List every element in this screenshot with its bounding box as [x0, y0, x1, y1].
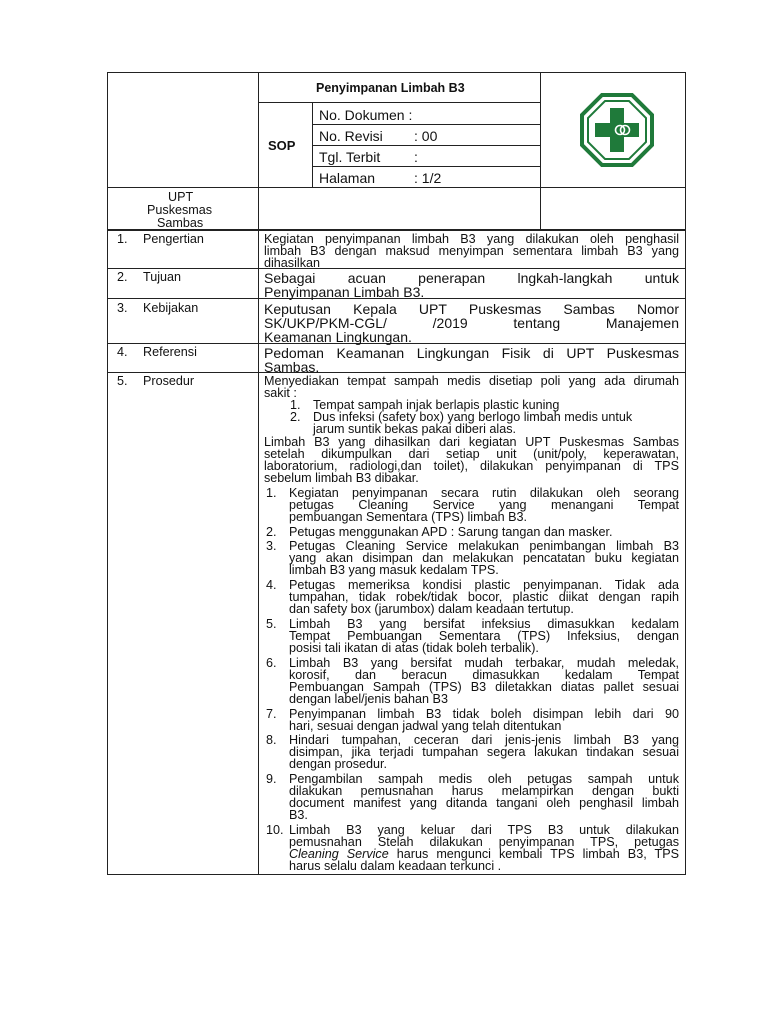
section-label-referensi: Referensi	[143, 345, 197, 359]
sub-item-text: Dus infeksi (safety box) yang berlogo limbah medis untuk	[313, 410, 633, 424]
step-text: yang akan disimpan dan melakukan pencatatan buku kegiatan	[289, 551, 679, 565]
step-text: dilakukan pemusnahan harus melampirkan dengan bukti	[289, 784, 679, 798]
tujuan-line-2: Penyimpanan Limbah B3.	[264, 284, 425, 300]
tujuan-line-1: Sebagai acuan penerapan lngkah-langkah untuk	[264, 270, 679, 286]
step-text: dengan label/jenis bahan B3	[289, 692, 448, 706]
kebijakan-line-1: Keputusan Kepala UPT Puskesmas Sambas Nomor	[264, 301, 679, 317]
step-text: hari, sesuai dengan jadwal yang telah ditentukan	[289, 719, 562, 733]
step-text: Limbah B3 yang bersifat mudah terbakar, mudah meledak,	[289, 656, 679, 670]
header-row-line-2	[312, 145, 540, 146]
sub-item-number: 2.	[290, 410, 301, 424]
doc-field-label-no-dokumen: No. Dokumen :	[319, 107, 413, 123]
sub-item-text: jarum suntik bekas pakai diberi alas.	[313, 422, 517, 436]
step-number: 9.	[266, 772, 277, 786]
step-text: Kegiatan penyimpanan secara rutin dilakukan oleh seorang	[289, 486, 679, 500]
step-text: pembuangan Sementara (TPS) limbah B3.	[289, 510, 528, 524]
doc-field-value-halaman: : 1/2	[414, 170, 442, 186]
section-number-prosedur: 5.	[117, 374, 128, 388]
section-label-prosedur: Prosedur	[143, 374, 195, 388]
step-text: Hindari tumpahan, ceceran dari jenis-jenis limbah B3 yang	[289, 733, 679, 747]
header-row-line-1	[312, 124, 540, 125]
section-number-referensi: 4.	[117, 345, 128, 359]
step-text: Penyimpanan limbah B3 tidak boleh disimpan lebih dari 90	[289, 707, 679, 721]
doc-field-label-no-revisi: No. Revisi	[319, 128, 383, 144]
pengertian-line-2: limbah B3 dengan maksud menyimpan sementara limbah B3 yang	[264, 244, 679, 258]
sub-item-number: 1.	[290, 398, 301, 412]
step-text: Petugas menggunakan APD : Sarung tangan dan masker.	[289, 525, 613, 539]
referensi-line-2: Sambas.	[264, 359, 320, 375]
header-row-line-3	[312, 166, 540, 167]
doc-field-value-tgl-terbit: :	[414, 149, 418, 165]
kebijakan-line-2: SK/UKP/PKM-CGL/ /2019 tentang Manajemen	[264, 315, 679, 331]
step-number: 2.	[266, 525, 277, 539]
step-text: disimpan, jika terjadi tumpahan segera lakukan tindakan sesuai	[289, 745, 679, 759]
header-main-line	[107, 187, 686, 188]
step-text: pemusnahan Stelah dilakukan penyimpanan TPS, petugas	[289, 835, 679, 849]
doc-field-label-tgl-terbit: Tgl. Terbit	[319, 149, 381, 165]
pengertian-line-1: Kegiatan penyimpanan limbah B3 yang dilakukan oleh penghasil	[264, 232, 679, 246]
header-divider-right	[540, 72, 541, 230]
kebijakan-line-3: Keamanan Lingkungan.	[264, 329, 412, 345]
org-name-line-1: UPT	[168, 190, 194, 204]
doc-field-value-no-revisi: : 00	[414, 128, 438, 144]
document-title: Penyimpanan Limbah B3	[316, 81, 465, 95]
header-divider-left	[258, 72, 259, 230]
step-number: 7.	[266, 707, 277, 721]
step-text: document manifest yang ditanda tangani oleh penghasil limbah	[289, 796, 679, 810]
sub-item-text: Tempat sampah injak berlapis plastic kuning	[313, 398, 560, 412]
row-divider-1	[107, 268, 686, 269]
step-text: Pengambilan sampah medis oleh petugas sampah untuk	[289, 772, 679, 786]
header-title-underline	[258, 102, 540, 103]
prosedur-intro-line-1: Menyediakan tempat sampah medis disetiap poli yang ada dirumah	[264, 374, 679, 388]
section-label-tujuan: Tujuan	[143, 270, 182, 284]
doc-field-label-halaman: Halaman	[319, 170, 376, 186]
org-name-line-2: Puskesmas	[147, 203, 213, 217]
step-number: 6.	[266, 656, 277, 670]
referensi-line-1: Pedoman Keamanan Lingkungan Fisik di UPT Puskesmas	[264, 345, 679, 361]
row-divider-4	[107, 372, 686, 373]
prosedur-para-line-2: setelah dikumpulkan dari setiap unit (unit/poly, keperawatan,	[264, 447, 679, 461]
section-number-kebijakan: 3.	[117, 301, 128, 315]
step-text: dengan prosedur.	[289, 757, 388, 771]
step-text: Petugas memeriksa kondisi plastic penyimpanan. Tidak ada	[289, 578, 679, 592]
step-text: Limbah B3 yang keluar dari TPS B3 untuk dilakukan	[289, 823, 679, 837]
prosedur-para-line-4: sebelum limbah B3 dibakar.	[264, 471, 419, 485]
step-number: 10.	[266, 823, 284, 837]
step-number: 1.	[266, 486, 277, 500]
step-number: 8.	[266, 733, 277, 747]
step-text: dan safety box (jarumbox) dalam keadaan tertutup.	[289, 602, 574, 616]
step-text: harus selalu dalam keadaan terkunci .	[289, 859, 502, 873]
step-text: posisi tali ikatan di atas (tidak boleh terbalik).	[289, 641, 539, 655]
prosedur-para-line-3: laboratorium, radiologi,dan toilet), dilakukan penyimpanan di TPS	[264, 459, 679, 473]
body-label-column-divider	[258, 230, 259, 875]
step-number: 3.	[266, 539, 277, 553]
step-text: Limbah B3 yang bersifat infeksius dimasukkan kedalam	[289, 617, 679, 631]
step-number: 4.	[266, 578, 277, 592]
step-number: 5.	[266, 617, 277, 631]
sop-label: SOP	[268, 138, 296, 153]
step-text: Pembuangan Sampah (TPS) B3 diletakkan diatas pallet sesuai	[289, 680, 679, 694]
prosedur-para-line-1: Limbah B3 yang dihasilkan dari kegiatan UPT Puskesmas Sambas	[264, 435, 679, 449]
section-label-kebijakan: Kebijakan	[143, 301, 199, 315]
section-label-pengertian: Pengertian	[143, 232, 204, 246]
step-text: petugas Cleaning Service yang menangani Tempat	[289, 498, 679, 512]
step-text: tumpahan, tidak robek/tidak bocor, plastic diikat dengan rapih	[289, 590, 679, 604]
step-text: Tempat Pembuangan Sementara (TPS) Infeksius, dengan	[289, 629, 679, 643]
prosedur-intro-line-2: sakit :	[264, 386, 297, 400]
section-number-pengertian: 1.	[117, 232, 128, 246]
step-text-italic-lead: Cleaning Service harus mengunci kembali TPS limbah B3, TPS	[289, 847, 679, 861]
puskesmas-cross-logo	[580, 93, 654, 167]
step-text: korosif, dan beracun dimasukkan kedalam Tempat	[289, 668, 679, 682]
org-name-line-3: Sambas	[157, 216, 204, 230]
step-text: B3.	[289, 808, 308, 822]
section-number-tujuan: 2.	[117, 270, 128, 284]
step-text: limbah B3 yang masuk kedalam TPS.	[289, 563, 499, 577]
step-text: Petugas Cleaning Service melakukan penimbangan limbah B3	[289, 539, 679, 553]
pengertian-line-3: dihasilkan	[264, 256, 321, 270]
